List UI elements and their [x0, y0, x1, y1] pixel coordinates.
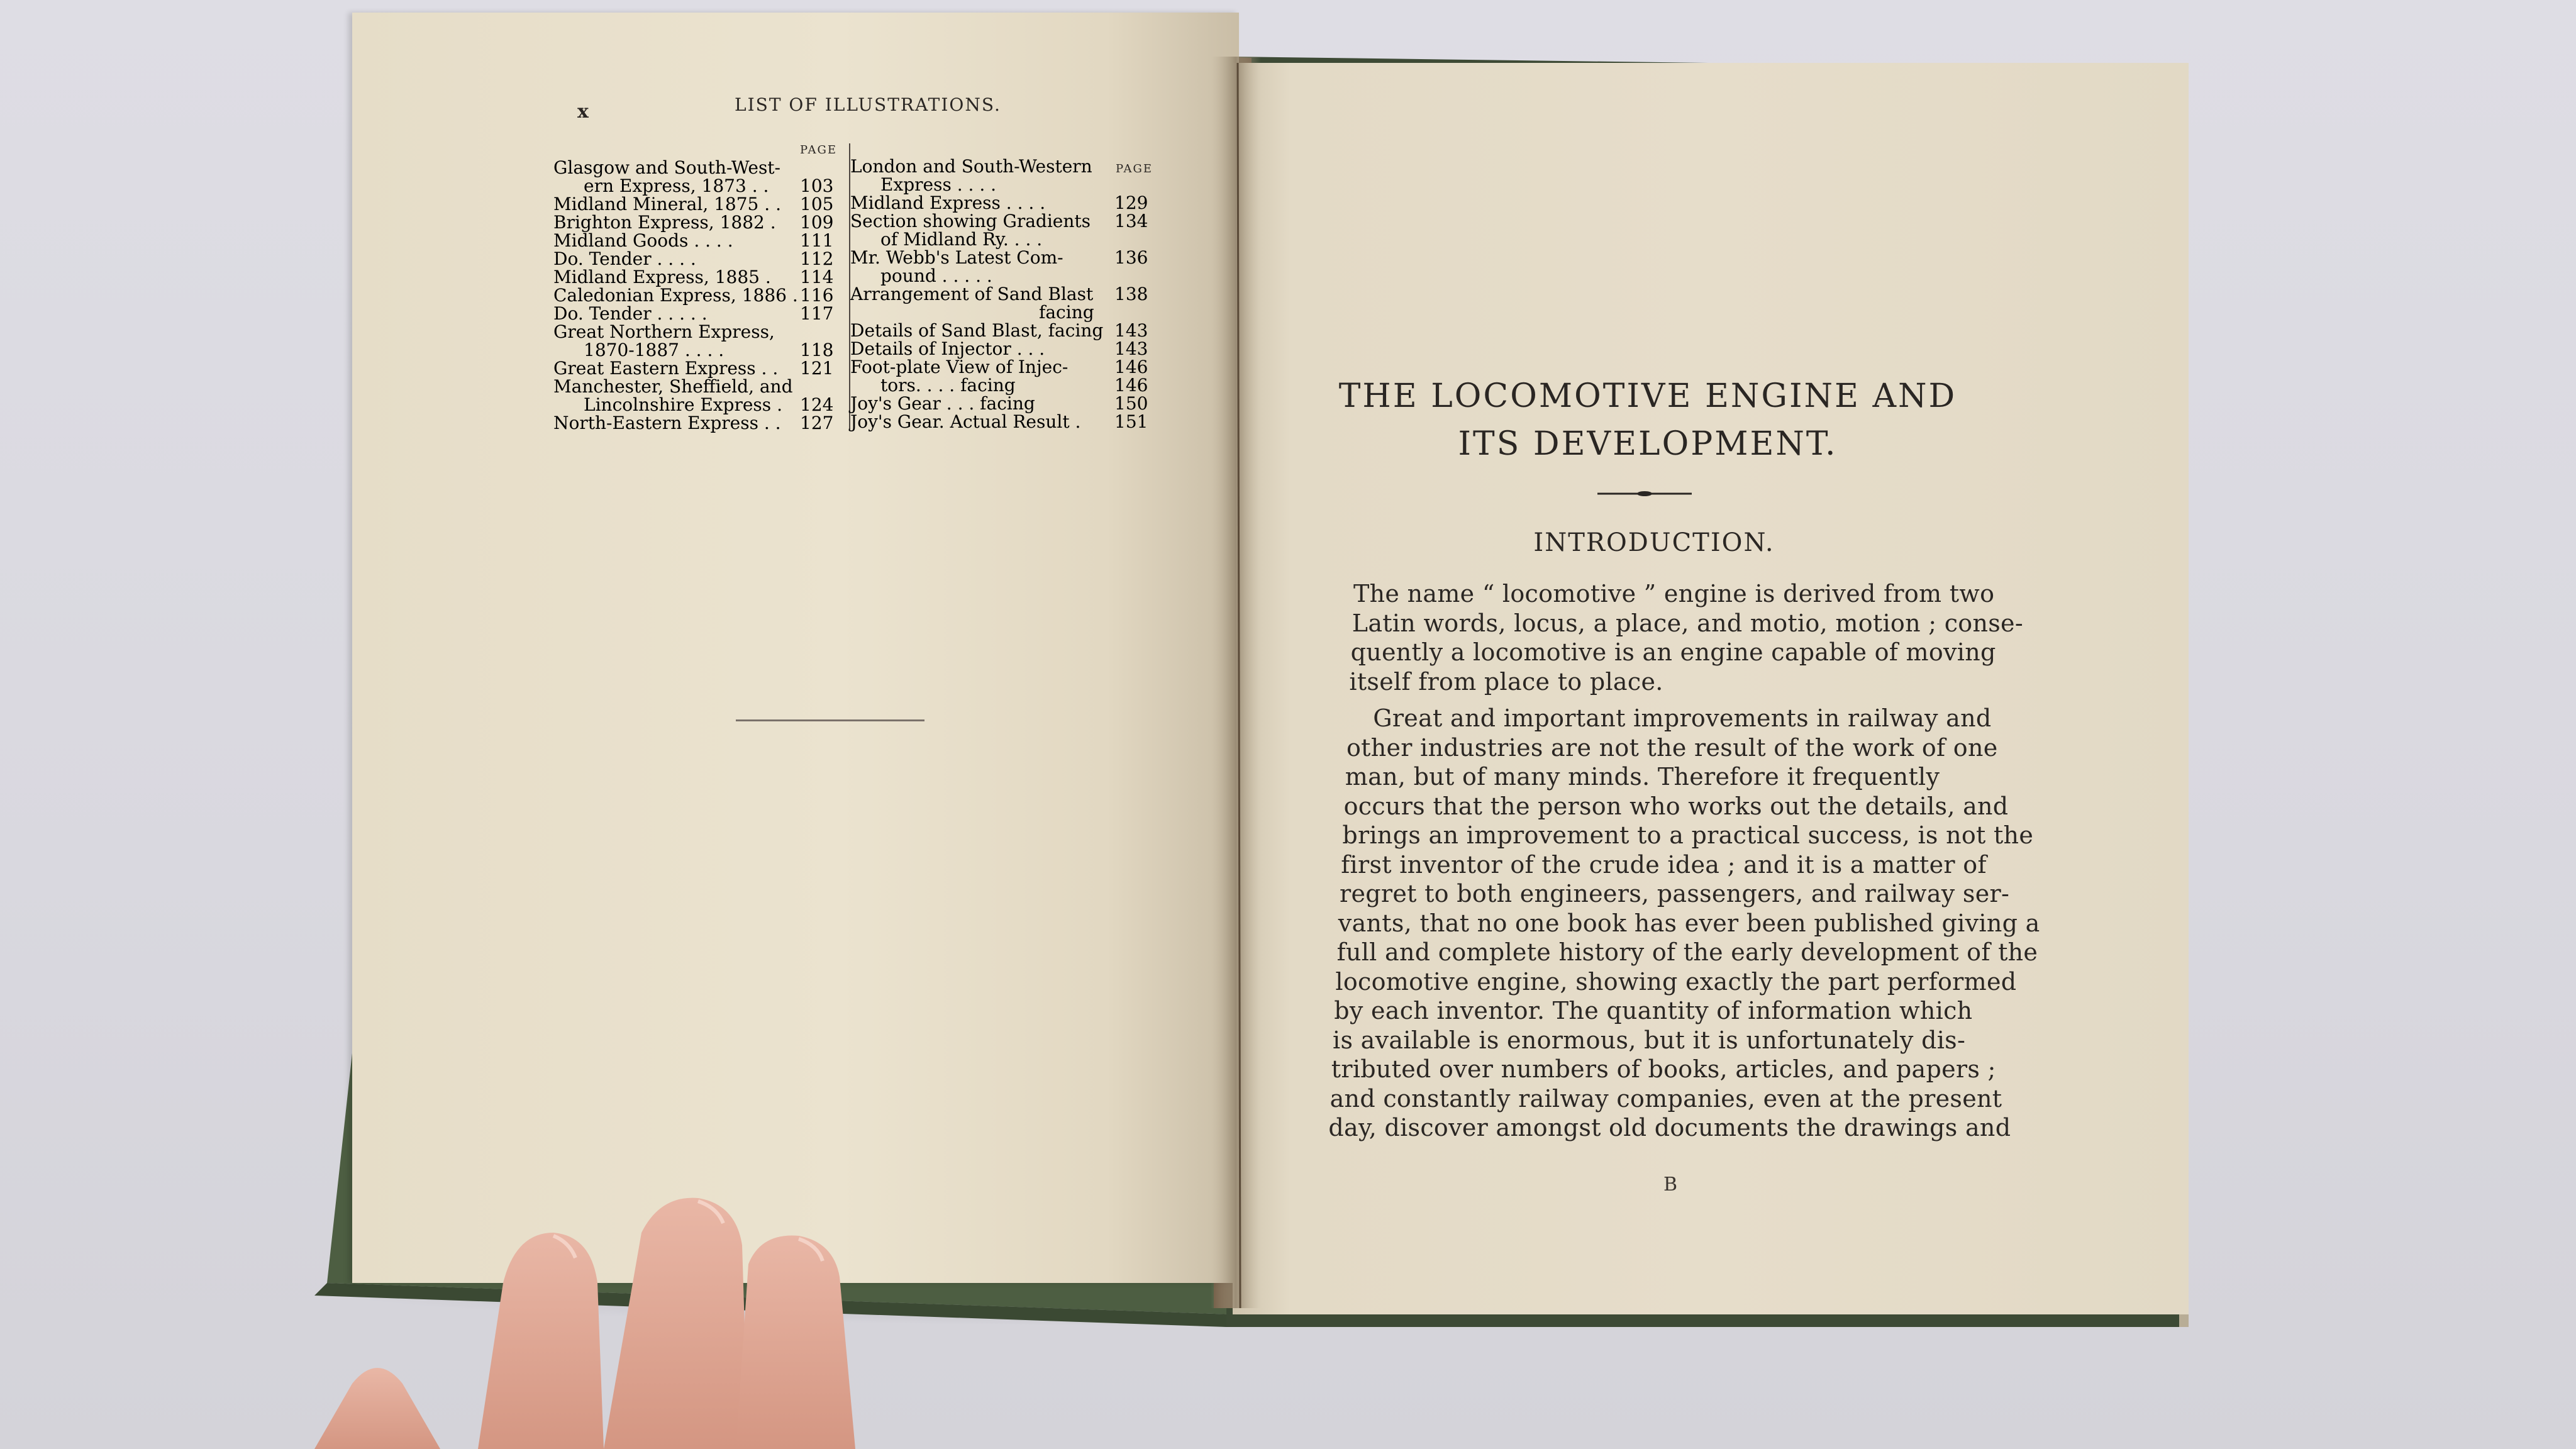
- illustration-page-number: 118: [800, 340, 834, 360]
- illustration-page-number: 124: [800, 394, 834, 415]
- illustration-title: Section showing Gradients: [850, 211, 1091, 231]
- list-of-illustrations-header: LIST OF ILLUSTRATIONS.: [735, 94, 1001, 115]
- illustration-title: Foot-plate View of Injec-: [850, 357, 1069, 377]
- illustration-title: North-Eastern Express . .: [553, 413, 781, 433]
- body-text-line: occurs that the person who works out the details, and: [1343, 792, 2009, 820]
- body-text-line: Latin words, locus, a place, and motio, motion ; conse-: [1352, 609, 2023, 637]
- illustration-page-number: 116: [800, 285, 834, 306]
- signature-mark: B: [1663, 1174, 1678, 1196]
- illustration-page-number: 103: [800, 175, 834, 196]
- illustration-page-number: 150: [1114, 393, 1148, 414]
- body-text-line: brings an improvement to a practical success, is not the: [1342, 821, 2034, 849]
- illustration-title: Joy's Gear. Actual Result .: [850, 411, 1081, 432]
- illustration-title: London and South-Western: [850, 156, 1092, 177]
- book-title-line1: THE LOCOMOTIVE ENGINE AND: [1338, 377, 1957, 415]
- illustration-page-number: 127: [800, 413, 834, 433]
- illustration-page-number: 143: [1114, 338, 1148, 359]
- body-text-line: is available is enormous, but it is unfortunately dis-: [1333, 1026, 1966, 1054]
- illustration-title: facing: [1039, 302, 1094, 323]
- body-text-line: by each inventor. The quantity of information which: [1334, 997, 1973, 1024]
- illustration-title: Arrangement of Sand Blast: [850, 284, 1094, 304]
- body-text-line: full and complete history of the early development of the: [1336, 938, 2038, 966]
- illustration-page-number: 136: [1114, 247, 1148, 268]
- illustration-title: Great Northern Express,: [553, 321, 775, 342]
- illustration-title: Lincolnshire Express .: [584, 394, 782, 415]
- illustration-page-number: 105: [800, 194, 834, 214]
- illustration-title: Midland Express . . . .: [850, 192, 1046, 213]
- illustration-title: Manchester, Sheffield, and: [553, 376, 793, 397]
- illustration-page-number: 151: [1114, 411, 1148, 432]
- page-numeral: x: [577, 101, 589, 123]
- body-text-line: other industries are not the result of the work of one: [1346, 733, 1998, 762]
- page-column-label-left: PAGE: [800, 143, 837, 157]
- body-text-line: man, but of many minds. Therefore it frequently: [1345, 763, 1940, 791]
- body-text-line: The name “ locomotive ” engine is derived from two: [1353, 580, 1995, 608]
- body-text-line: locomotive engine, showing exactly the part performed: [1335, 967, 2017, 996]
- illustration-title: Express . . . .: [880, 174, 997, 195]
- body-text-line: tributed over numbers of books, articles, and papers ;: [1331, 1055, 1996, 1083]
- illustration-title: Caledonian Express, 1886 .: [553, 285, 798, 306]
- body-text-line: first inventor of the crude idea ; and it is a matter of: [1341, 850, 1987, 879]
- illustration-title: 1870-1887 . . . .: [584, 340, 724, 360]
- illustration-page-number: 134: [1114, 211, 1148, 231]
- illustration-title: Joy's Gear . . . facing: [850, 393, 1035, 414]
- illustration-page-number: 146: [1114, 375, 1148, 396]
- illustration-page-number: 129: [1114, 192, 1148, 213]
- body-text-line: and constantly railway companies, even at the present: [1330, 1084, 2002, 1113]
- illustration-page-number: 121: [800, 358, 834, 379]
- section-title: INTRODUCTION.: [1533, 528, 1775, 557]
- illustration-title: tors. . . . facing: [880, 375, 1016, 396]
- body-text-line: day, discover amongst old documents the drawings and: [1328, 1114, 2011, 1141]
- body-text-line: Great and important improvements in railway and: [1373, 704, 1992, 732]
- illustration-title: Do. Tender . . . .: [553, 248, 696, 269]
- illustration-title: Midland Goods . . . .: [553, 230, 733, 251]
- body-text-line: regret to both engineers, passengers, and railway ser-: [1340, 880, 2010, 908]
- illustration-page-number: 138: [1114, 284, 1148, 304]
- illustration-title: pound . . . . .: [880, 265, 992, 286]
- illustration-title: Midland Express, 1885 .: [553, 267, 771, 287]
- illustration-page-number: 117: [800, 303, 834, 324]
- illustration-page-number: 146: [1114, 357, 1148, 377]
- illustration-title: Brighton Express, 1882 .: [553, 212, 776, 233]
- body-text-line: vants, that no one book has ever been published giving a: [1338, 909, 2040, 937]
- illustration-title: Midland Mineral, 1875 . .: [553, 194, 781, 214]
- illustration-title: Glasgow and South-West-: [553, 157, 781, 178]
- body-text-line: itself from place to place.: [1349, 667, 1663, 696]
- illustration-title: Great Eastern Express . .: [553, 358, 779, 379]
- illustration-title: ern Express, 1873 . .: [584, 175, 769, 196]
- illustration-title: Details of Sand Blast, facing: [850, 320, 1104, 341]
- illustration-page-number: 112: [800, 248, 834, 269]
- illustration-title: Do. Tender . . . . .: [553, 303, 708, 324]
- illustration-page-number: 143: [1114, 320, 1148, 341]
- body-text-line: quently a locomotive is an engine capable of moving: [1350, 638, 1996, 666]
- page-column-label-right: PAGE: [1116, 162, 1153, 175]
- book-title-line2: ITS DEVELOPMENT.: [1458, 425, 1838, 463]
- illustration-title: Details of Injector . . .: [850, 338, 1045, 359]
- illustration-page-number: 111: [800, 230, 834, 251]
- illustration-page-number: 114: [800, 267, 834, 287]
- illustration-title: of Midland Ry. . . .: [880, 229, 1043, 250]
- illustration-page-number: 109: [800, 212, 834, 233]
- illustration-title: Mr. Webb's Latest Com-: [850, 247, 1063, 268]
